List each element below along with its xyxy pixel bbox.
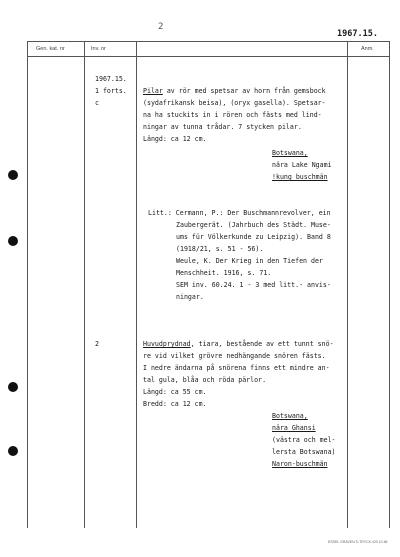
- literature-line: Zaubergerät. (Jahrbuch des Städt. Muse-: [176, 221, 331, 229]
- binder-hole: [8, 382, 18, 392]
- location-people: Naron-buschmän: [272, 460, 328, 468]
- entry-desc-line: re vid vilket grövre nedhängande snören fästs.: [143, 352, 326, 360]
- literature-line: ums für Völkerkunde zu Leipzig). Band 8: [176, 233, 331, 241]
- literature-line: (1918/21, s. 51 - 56).: [176, 245, 264, 253]
- binder-hole: [8, 236, 18, 246]
- entry-desc-line: (sydafrikansk beisa), (oryx gasella). Spetsar-: [143, 99, 326, 107]
- literature-line: ningar.: [176, 293, 204, 301]
- col-header-gen-kat: Gen. kat. nr: [36, 46, 65, 52]
- object-term: Huvudprydnad: [143, 340, 191, 348]
- header-top-rule: [27, 41, 389, 42]
- object-term: Pilar: [143, 87, 163, 95]
- inv-continuation: 1 forts.: [95, 87, 127, 95]
- entry-desc-line: Pilar av rör med spetsar av horn från gemsbock: [143, 87, 326, 95]
- literature-line: Menschheit. 1916, s. 71.: [176, 269, 272, 277]
- literature-line: Weule, K. Der Krieg in den Tiefen der: [176, 257, 323, 265]
- binder-hole: [8, 170, 18, 180]
- column-rule-left: [27, 41, 28, 528]
- location-country: Botswana,: [272, 149, 308, 157]
- entry-desc-line: I nedre ändarna på snörena finns ett mindre an-: [143, 364, 330, 372]
- header-bottom-rule: [27, 56, 389, 57]
- entry-desc-line: na ha stuckits in i rören och fästs med lind-: [143, 111, 322, 119]
- catalog-number: 1967.15.: [337, 29, 378, 39]
- inv-number: 1967.15.: [95, 75, 127, 83]
- inv-number: 2: [95, 340, 99, 348]
- column-rule-anm: [347, 41, 348, 528]
- column-rule-right: [389, 41, 390, 528]
- inv-letter: c: [95, 99, 99, 107]
- entry-desc-line: tal gula, blåa och röda pärlor.: [143, 376, 267, 384]
- printer-imprint: ESSEL GRAVEN S-TRYCK 420 10 66: [328, 540, 388, 544]
- page-number: 2: [158, 22, 164, 32]
- binder-hole: [8, 446, 18, 456]
- literature-line: SEM inv. 60.24. 1 - 3 med litt.- anvis-: [176, 281, 331, 289]
- location-place: nära Ghansi: [272, 424, 316, 432]
- location-country: Botswana,: [272, 412, 308, 420]
- location-place: nära Lake Ngami: [272, 161, 332, 169]
- column-rule-gen: [84, 41, 85, 528]
- location-region: (västra och mel-: [272, 436, 336, 444]
- location-region: lersta Botswana): [272, 448, 336, 456]
- entry-desc-line: Längd: ca 55 cm.: [143, 388, 207, 396]
- location-people: !kung buschmän: [272, 173, 328, 181]
- col-header-anm: Anm.: [361, 46, 374, 52]
- entry-desc-line: Längd: ca 12 cm.: [143, 135, 207, 143]
- entry-desc-line: ningar av tunna trådar. 7 stycken pilar.: [143, 123, 302, 131]
- column-rule-inv: [136, 41, 137, 528]
- literature-line: Litt.: Cermann, P.: Der Buschmannrevolver, ein: [148, 209, 331, 217]
- col-header-inv: Inv. nr: [91, 46, 106, 52]
- entry-desc-line: Huvudprydnad, tiara, bestående av ett tunnt snö-: [143, 340, 334, 348]
- entry-desc-line: Bredd: ca 12 cm.: [143, 400, 207, 408]
